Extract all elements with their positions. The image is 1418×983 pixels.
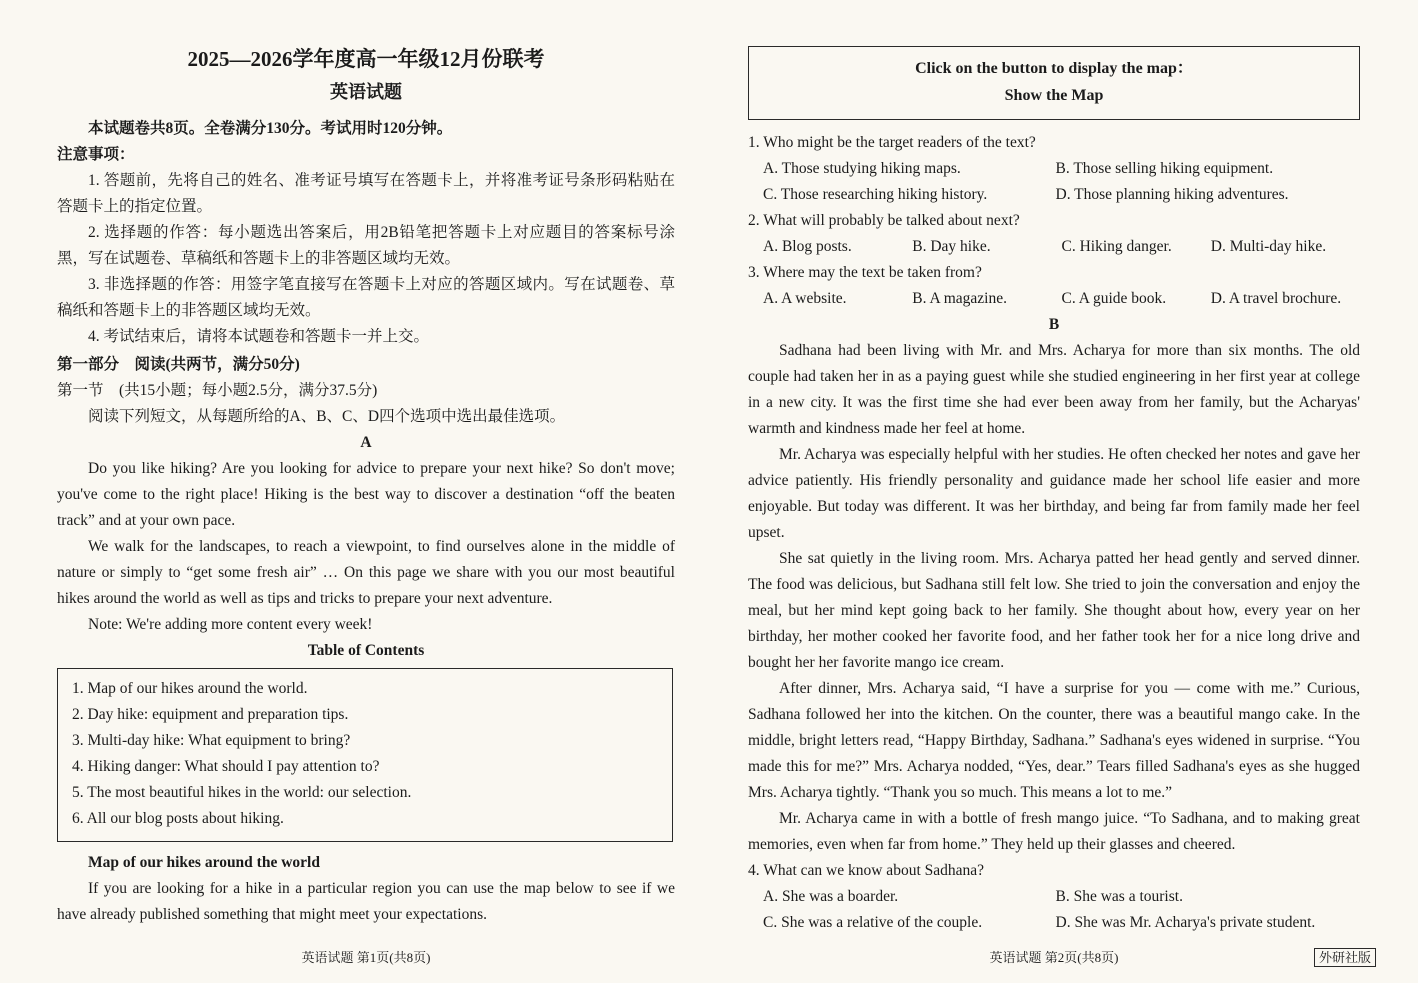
question-2-options-row-1	[748, 234, 1360, 260]
passage-a-note: Note: We're adding more content every week!	[88, 616, 373, 633]
section1-heading: 第一节 (共15小题；每小题2.5分，满分37.5分)	[57, 382, 378, 399]
show-map-button: Show the Map	[1004, 87, 1104, 104]
toc-item-4: 4. Hiking danger: What should I pay attention to?	[72, 758, 380, 775]
question-1-stem: 1. Who might be the target readers of the text?	[748, 134, 1036, 151]
notice-item-3: 3. 非选择题的作答：用签字笔直接写在答题卡上对应的答题区域内。写在试题卷、草稿纸和答题卡上的非答题区域均无效。	[57, 276, 675, 319]
passage-b-paragraph-3: She sat quietly in the living room. Mrs. Acharya patted her head gently and served dinner. The food was delicious, but Sadhana still felt low. She tried to join the conversation and enjoy the meal, but her mind kept going back to her family. She thought about how, every year on her birthday, her mother cooked her favorite food, and her father took her for a nice long drive and bought her her favorite mango ice cream.	[748, 550, 1360, 671]
option-a: A. Blog posts.	[763, 238, 852, 255]
passage-b-paragraph-4: After dinner, Mrs. Acharya said, “I have a surprise for you — come with me.” Curious, Sadhana followed her into the kitchen. On the counter, there was a beautiful mango cake. In the middle, bright letters read, “Happy Birthday, Sadhana.” Sadhana's eyes widened in surprise. “You made this for me?” Mrs. Acharya nodded, “Yes, dear.” Tears filled Sadhana's eyes as she hugged Mrs. Acharya tightly. “Thank you so much. This means a lot to me.”	[748, 680, 1360, 801]
option-d: D. A travel brochure.	[1210, 290, 1342, 307]
notice-item-1: 1. 答题前，先将自己的姓名、准考证号填写在答题卡上，并将准考证号条形码粘贴在答题卡上的指定位置。	[57, 172, 675, 215]
option-a: A. A website.	[763, 290, 847, 307]
show-map-button-box	[748, 46, 1360, 120]
option-b: B. Those selling hiking equipment.	[1055, 160, 1274, 177]
question-2-stem: 2. What will probably be talked about next?	[748, 212, 1020, 229]
toc-item-3: 3. Multi-day hike: What equipment to bring?	[72, 732, 351, 749]
option-a: A. Those studying hiking maps.	[763, 160, 961, 177]
option-b: B. A magazine.	[912, 290, 1007, 307]
question-3	[748, 260, 1360, 312]
option-c: C. She was a relative of the couple.	[763, 914, 983, 931]
passage-a-paragraph-1: Do you like hiking? Are you looking for advice to prepare your next hike? So don't move; you've come to the right place! Hiking is the best way to discover a destination “off the beaten track” and at your own pace.	[57, 460, 675, 529]
passage-a-label: A	[360, 434, 372, 451]
question-3-stem: 3. Where may the text be taken from?	[748, 264, 982, 281]
passage-b-paragraph-5: Mr. Acharya came in with a bottle of fresh mango juice. “To Sadhana, and to making great memories, even when far from home.” They held up their glasses and cheered.	[748, 810, 1360, 853]
question-4-stem: 4. What can we know about Sadhana?	[748, 862, 985, 879]
page-1-footer: 英语试题 第1页(共8页)	[301, 950, 431, 965]
passage-a-paragraph-2: We walk for the landscapes, to reach a viewpoint, to find ourselves alone in the middle of nature or simply to “get some fresh air” … On this page we share with you our most beautiful hikes around the world as well as tips and tricks to prepare your next adventure.	[57, 538, 675, 607]
option-d: D. Multi-day hike.	[1210, 238, 1327, 255]
question-1	[748, 130, 1360, 208]
part1-heading: 第一部分 阅读(共两节，满分50分)	[57, 356, 300, 373]
question-2	[748, 208, 1360, 260]
page-2	[709, 0, 1418, 983]
notice-heading: 注意事项：	[57, 146, 135, 163]
notice-item-4: 4. 考试结束后，请将本试题卷和答题卡一并上交。	[88, 328, 430, 345]
toc-item-1: 1. Map of our hikes around the world.	[72, 680, 308, 697]
question-4-options-row-1	[748, 884, 1360, 910]
question-4-options-row-2	[748, 910, 1360, 936]
notice-item-2: 2. 选择题的作答：每小题选出答案后，用2B铅笔把答题卡上对应题目的答案标号涂黑，写在试题卷、草稿纸和答题卡上的非答题区域均无效。	[57, 224, 675, 267]
option-c: C. Those researching hiking history.	[763, 186, 988, 203]
option-b: B. Day hike.	[912, 238, 991, 255]
toc-item-5: 5. The most beautiful hikes in the world: our selection.	[72, 784, 412, 801]
section1-instruction: 阅读下列短文，从每题所给的A、B、C、D四个选项中选出最佳选项。	[88, 408, 566, 425]
option-a: A. She was a boarder.	[763, 888, 899, 905]
option-c: C. Hiking danger.	[1061, 238, 1172, 255]
question-1-options-row-2	[748, 182, 1360, 208]
passage-b-paragraph-2: Mr. Acharya was especially helpful with her studies. He often checked her notes and gave her advice patiently. His friendly personality and guidance made her school life easier and more enjoyable. But today was different. It was her birthday, and being far from family made her feel upset.	[748, 446, 1360, 541]
question-3-options-row-1	[748, 286, 1360, 312]
page-2-footer	[748, 943, 1371, 967]
question-4	[748, 858, 1360, 936]
question-1-options-row-1	[748, 156, 1360, 182]
map-section-heading: Map of our hikes around the world	[88, 854, 320, 871]
toc-item-2: 2. Day hike: equipment and preparation tips.	[72, 706, 349, 723]
option-b: B. She was a tourist.	[1055, 888, 1183, 905]
map-box-caption: Click on the button to display the map：	[915, 60, 1193, 77]
exam-subject-title: 英语试题	[330, 82, 402, 102]
publisher-edition-label: 外研社版	[1314, 948, 1376, 967]
passage-b-label: B	[1048, 316, 1060, 333]
option-d: D. Those planning hiking adventures.	[1055, 186, 1289, 203]
passage-b-paragraph-1: Sadhana had been living with Mr. and Mrs. Acharya for more than six months. The old couple had taken her in as a paying guest while she studied engineering in her first year at college in a new city. It was the first time she had ever been away from her family, but the Acharyas' warmth and kindness made her feel at home.	[748, 342, 1360, 437]
map-section-paragraph: If you are looking for a hike in a particular region you can use the map below to see if we have already published something that might meet your expectations.	[57, 880, 675, 923]
page-2-footer-text: 英语试题 第2页(共8页)	[989, 950, 1119, 965]
option-d: D. She was Mr. Acharya's private student.	[1055, 914, 1316, 931]
option-c: C. A guide book.	[1061, 290, 1167, 307]
toc-item-6: 6. All our blog posts about hiking.	[72, 810, 284, 827]
exam-info-line: 本试题卷共8页。全卷满分130分。考试用时120分钟。	[88, 120, 453, 137]
exam-title: 2025—2026学年度高一年级12月份联考	[187, 47, 545, 71]
table-of-contents-box	[57, 668, 673, 842]
toc-title: Table of Contents	[307, 642, 425, 659]
